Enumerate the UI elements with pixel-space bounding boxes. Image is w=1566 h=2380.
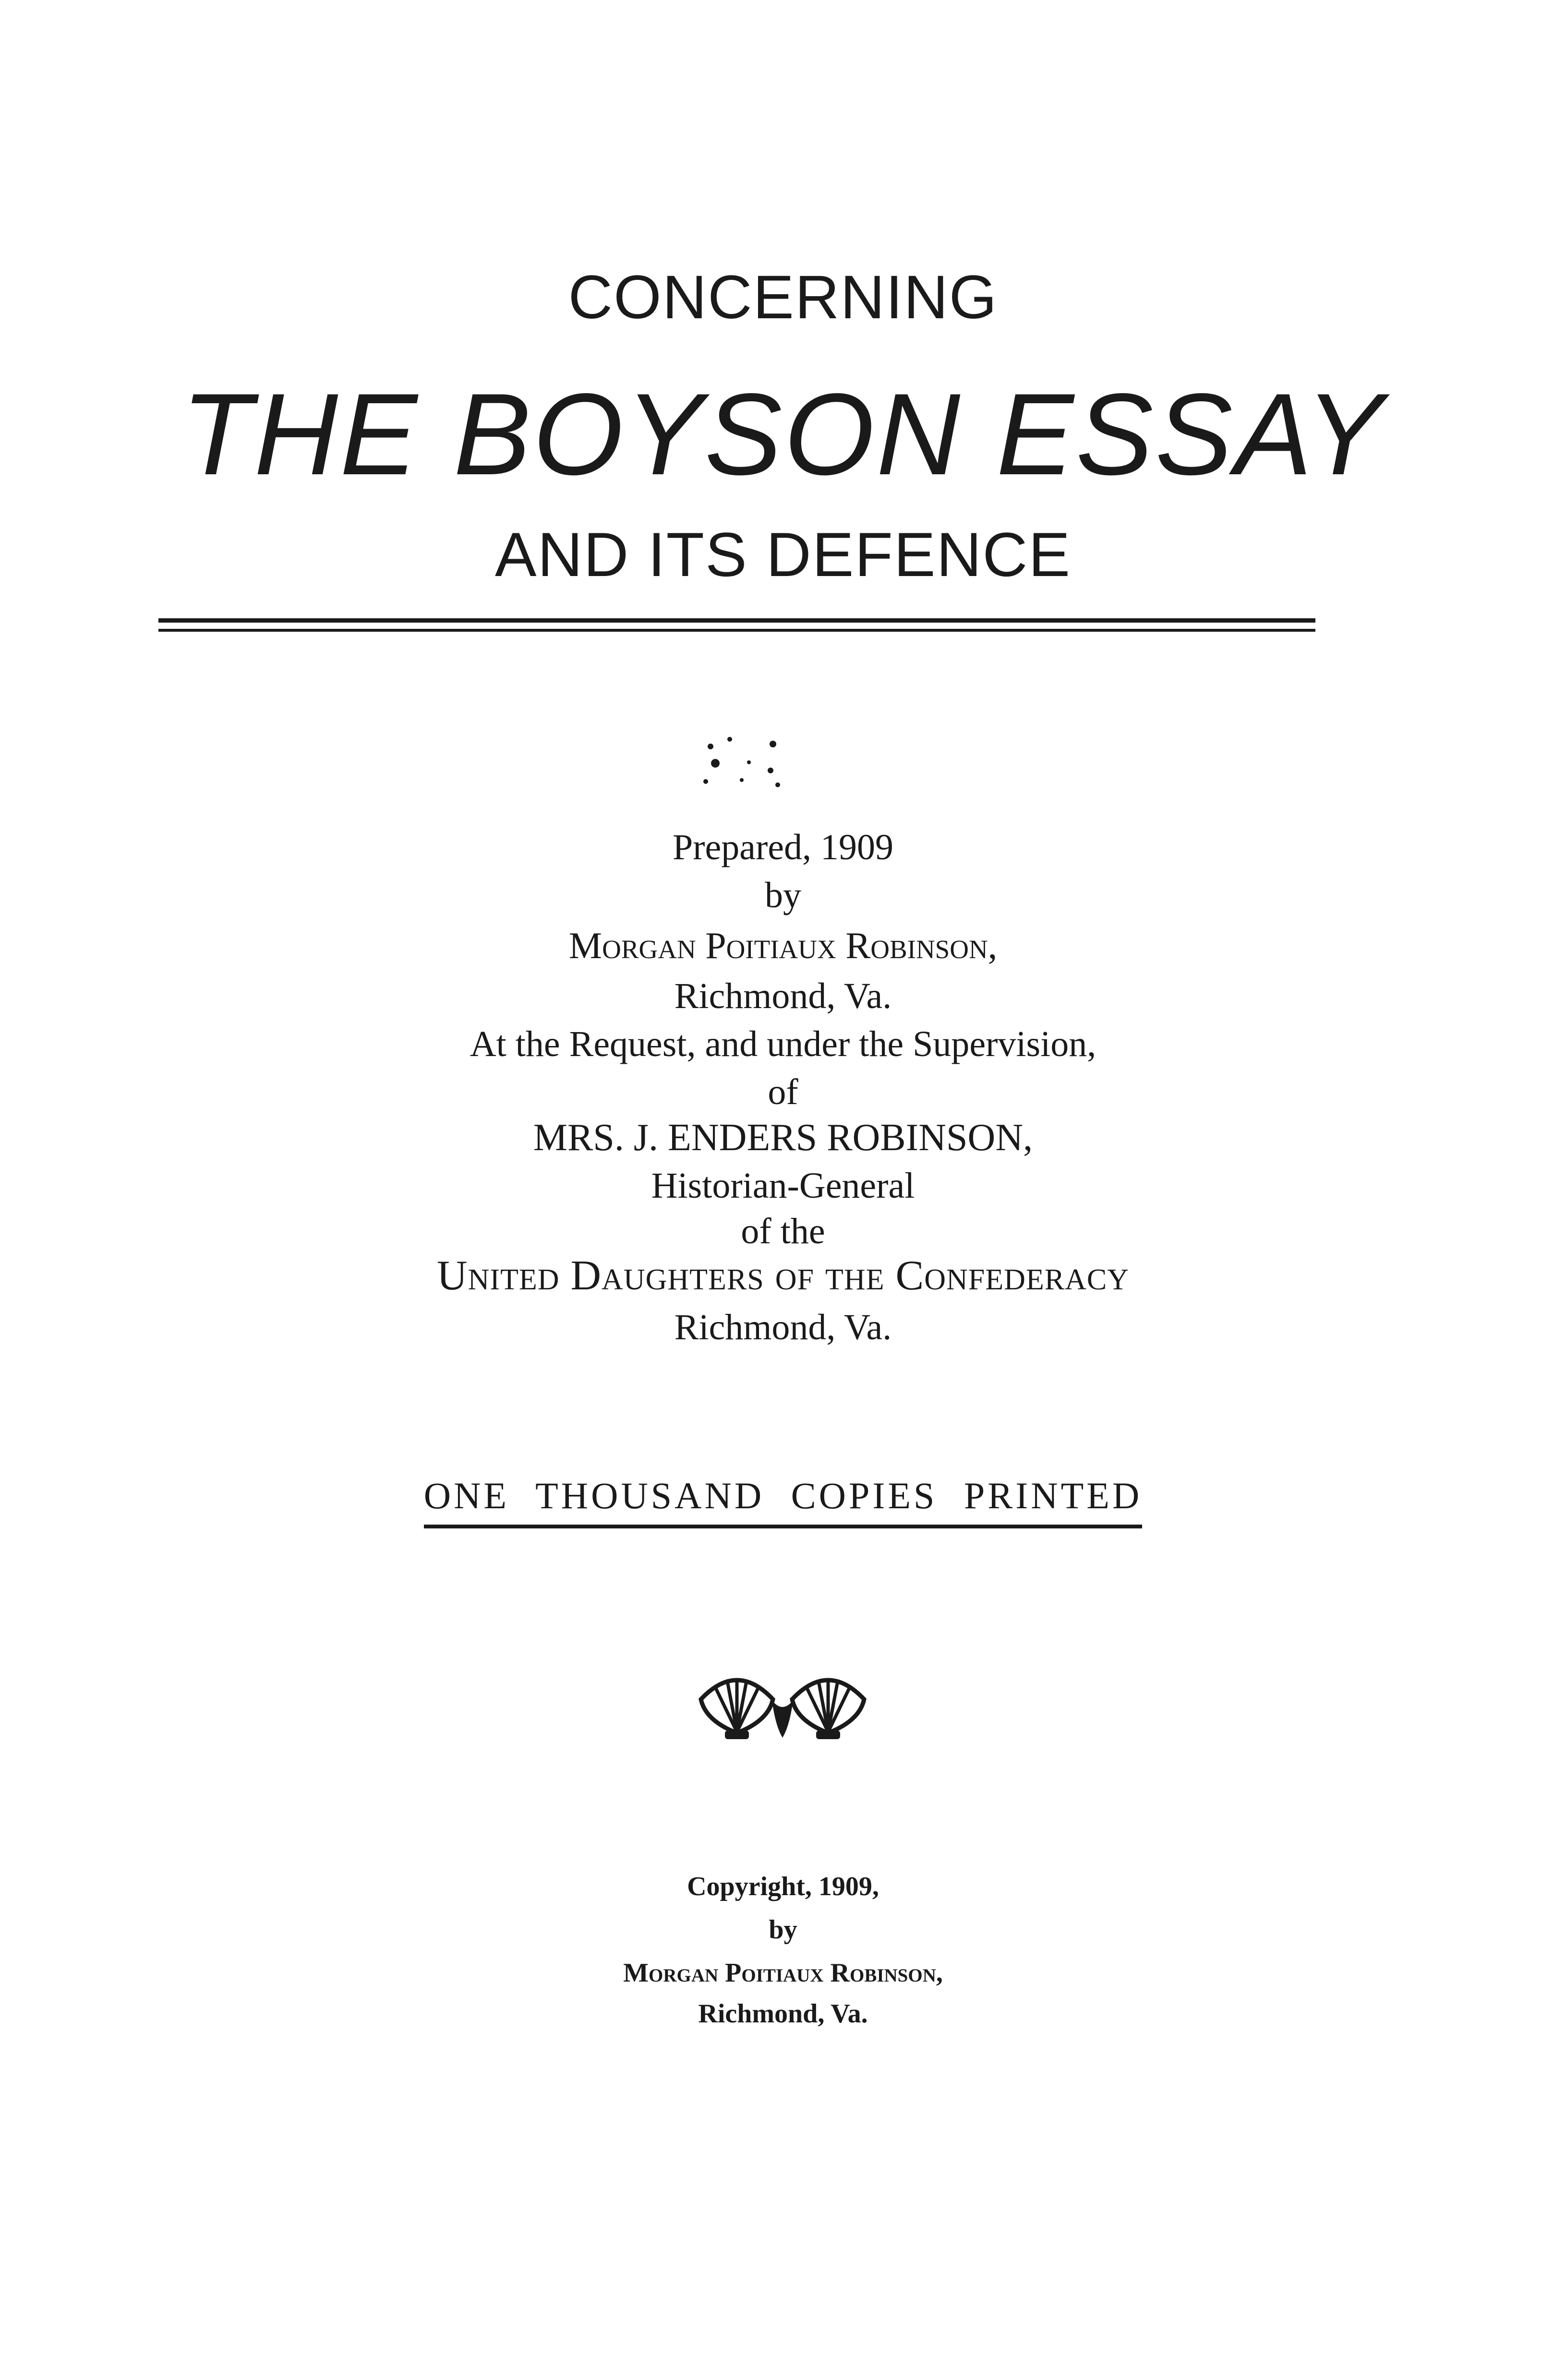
double-rule-top	[158, 618, 1315, 623]
by-line: by	[765, 875, 801, 915]
of-line: of	[768, 1072, 798, 1112]
copyright-place: Richmond, Va.	[698, 1999, 868, 2029]
author-name: Morgan Poitiaux Robinson,	[568, 925, 998, 966]
copyright-by: by	[769, 1915, 797, 1945]
supervisor-name: MRS. J. ENDERS ROBINSON,	[533, 1117, 1033, 1159]
double-rule-bottom	[158, 629, 1315, 632]
organization-name: United Daughters of the Confederacy	[437, 1252, 1129, 1299]
edition-note-container	[0, 1474, 1566, 1528]
subtitle: AND ITS DEFENCE	[494, 519, 1072, 589]
author-place: Richmond, Va.	[674, 976, 892, 1016]
of-the-line: of the	[741, 1211, 825, 1251]
copyright-line: Copyright, 1909,	[687, 1872, 879, 1901]
scattered-dots-ornament-icon	[696, 725, 792, 792]
supervisor-title: Historian-General	[651, 1166, 915, 1206]
organization-place: Richmond, Va.	[674, 1307, 892, 1347]
main-title: THE BOYSON ESSAY	[181, 370, 1385, 499]
double-shell-fleuron-icon	[691, 1666, 874, 1743]
heading-concerning: CONCERNING	[568, 263, 998, 332]
edition-note: ONE THOUSAND COPIES PRINTED	[424, 1474, 1142, 1528]
request-line: At the Request, and under the Supervision,	[470, 1024, 1096, 1064]
prepared-date: Prepared, 1909	[672, 827, 894, 867]
copyright-holder: Morgan Poitiaux Robinson,	[623, 1958, 943, 1988]
